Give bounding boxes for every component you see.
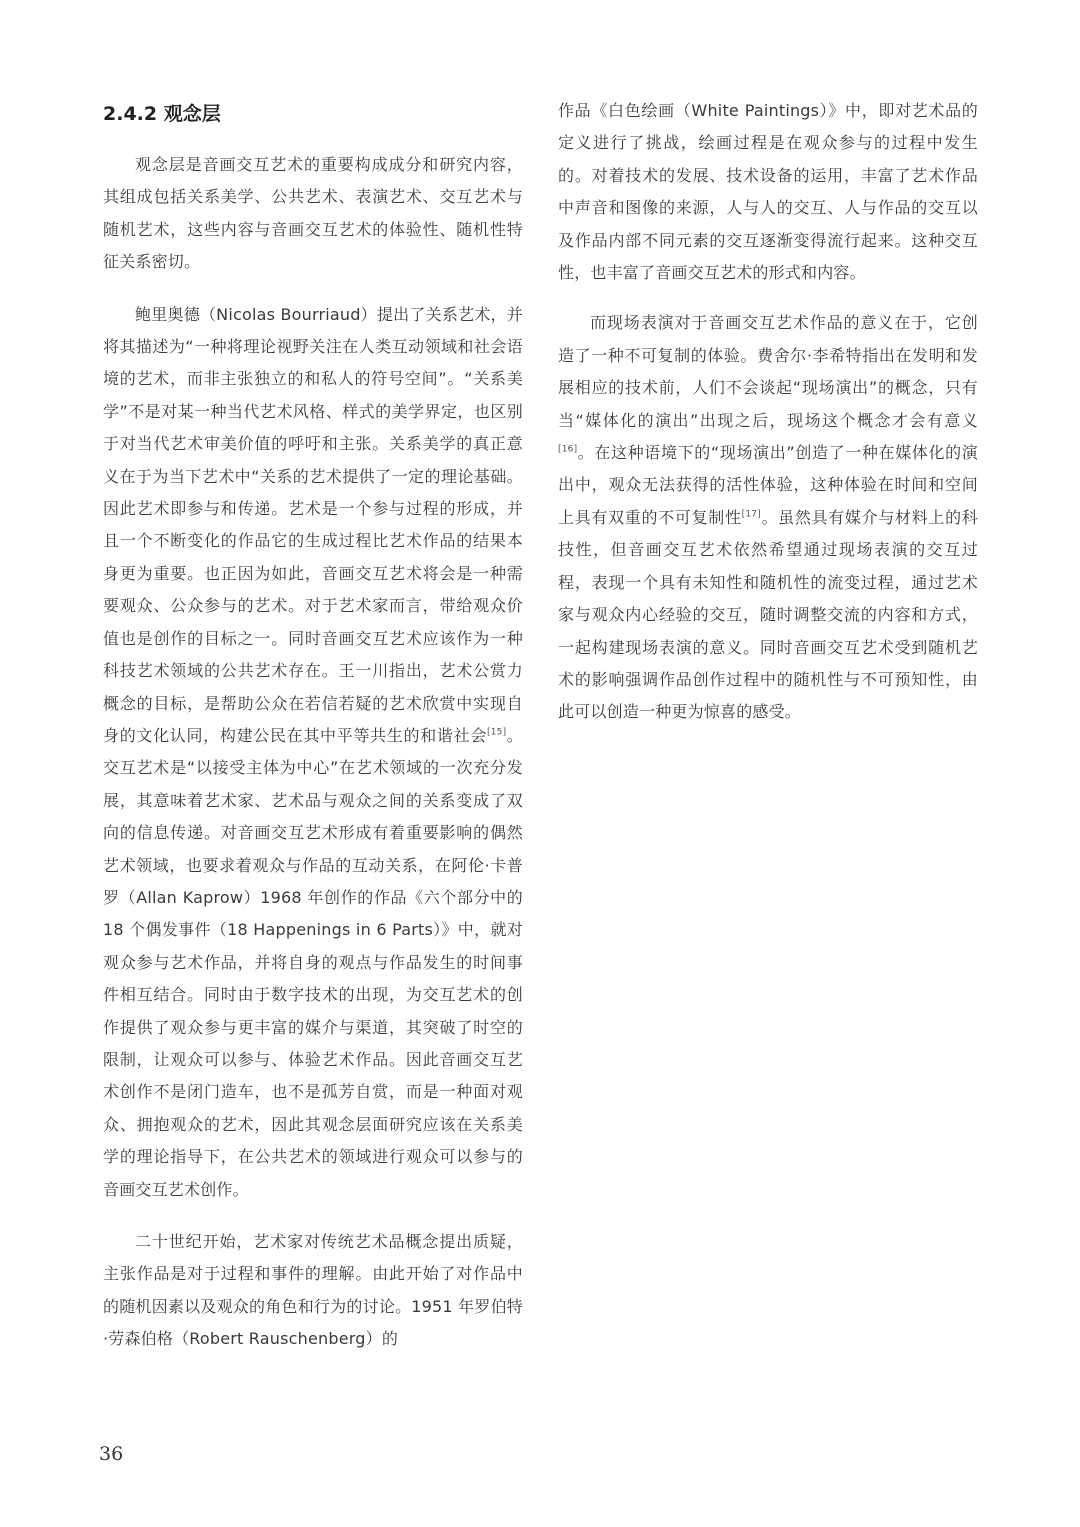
paragraph-text: 而现场表演对于音画交互艺术作品的意义在于，它创造了一种不可复制的体验。费舍尔·李希特指出在发明和发展相应的技术前，人们不会谈起“现场演出”的概念，只有当“媒体化的演出”出现之后，现场这个概念才会有意义 <box>558 313 978 430</box>
page-number: 36 <box>99 1443 124 1465</box>
citation-ref: [15] <box>487 727 507 738</box>
paragraph-text: 。虽然具有媒介与材料上的科技性，但音画交互艺术依然希望通过现场表演的交互过程，表现一个具有未知性和随机性的流变过程，通过艺术家与观众内心经验的交互，随时调整交流的内容和方式，一起构建现场表演的意义。同时音画交互艺术受到随机艺术的影响强调作品创作过程中的随机性与不可预知性，由此可以创造一种更为惊喜的感受。 <box>558 507 979 722</box>
citation-ref: [16] <box>558 444 578 455</box>
left-column <box>103 95 523 1376</box>
paragraph-relational-art <box>103 299 523 1206</box>
paragraph-concept-layer: 观念层是音画交互艺术的重要构成成分和研究内容，其组成包括关系美学、公共艺术、表演艺术、交互艺术与随机艺术，这些内容与音画交互艺术的体验性、随机性特征关系密切。 <box>103 155 523 272</box>
paragraph-text: 。在这种语境下的“现场演出”创造了一种在媒体化的演出中，观众无法获得的活性体验，这种体验在时间和空间上具有双重的不可复制性 <box>558 443 978 527</box>
paragraph-twentieth-century: 二十世纪开始，艺术家对传统艺术品概念提出质疑，主张作品是对于过程和事件的理解。由此开始了对作品中的随机因素以及观众的角色和行为的讨论。1951 年罗伯特·劳森伯格（Robert Rauschenberg）的 <box>103 1232 523 1349</box>
citation-ref: [17] <box>741 509 761 520</box>
section-heading: 2.4.2 观念层 <box>103 103 221 125</box>
paragraph-text: 鲍里奥德（Nicolas Bourriaud）提出了关系艺术，并将其描述为“一种将理论视野关注在人类互动领域和社会语境的艺术，而非主张独立的和私人的符号空间”。“关系美学”不是对某一种当代艺术风格、样式的美学界定，也区别于对当代艺术审美价值的呼吁和主张。关系美学的真正意义在于为当下艺术中“关系的艺术提供了一定的理论基础。因此艺术即参与和传递。艺术是一个参与过程的形成，并且一个不断变化的作品它的生成过程比艺术作品的结果本身更为重要。也正因为如此，音画交互艺术将会是一种需要观众、公众参与的艺术。对于艺术家而言，带给观众价值也是创作的目标之一。同时音画交互艺术应该作为一种科技艺术领域的公共艺术存在。王一川指出，艺术公赏力概念的目标，是帮助公众在若信若疑的艺术欣赏中实现自身的文化认同，构建公民在其中平等共生的和谐社会 <box>103 304 523 745</box>
paragraph-text: 。交互艺术是“以接受主体为中心”在艺术领域的一次充分发展，其意味着艺术家、艺术品与观众之间的关系变成了双向的信息传递。对音画交互艺术形成有着重要影响的偶然艺术领域，也要求着观众与作品的互动关系，在阿伦·卡普罗（Allan Kaprow）1968 年创作的作品《六个部分中的 18 个偶发事件（18 Happenings in 6 Parts）》中，就对观众参与艺术作品，并将自身的观点与作品发生的时间事件相互结合。同时由于数字技术的出现，为交互艺术的创作提供了观众参与更丰富的媒介与渠道，其突破了时空的限制，让观众可以参与、体验艺术作品。因此音画交互艺术创作不是闭门造车，也不是孤芳自赏，而是一种面对观众、拥抱观众的艺术，因此其观念层面研究应该在关系美学的理论指导下，在公共艺术的领域进行观众可以参与的音画交互艺术创作。 <box>103 725 523 1199</box>
paragraph-white-paintings: 作品《白色绘画（White Paintings）》中，即对艺术品的定义进行了挑战，绘画过程是在观众参与的过程中发生的。对着技术的发展、技术设备的运用，丰富了艺术作品中声音和图像的来源，人与人的交互、人与作品的交互以及作品内部不同元素的交互逐渐变得流行起来。这种交互性，也丰富了音画交互艺术的形式和内容。 <box>558 101 978 283</box>
right-column <box>558 95 978 747</box>
paragraph-live-performance <box>558 307 978 728</box>
